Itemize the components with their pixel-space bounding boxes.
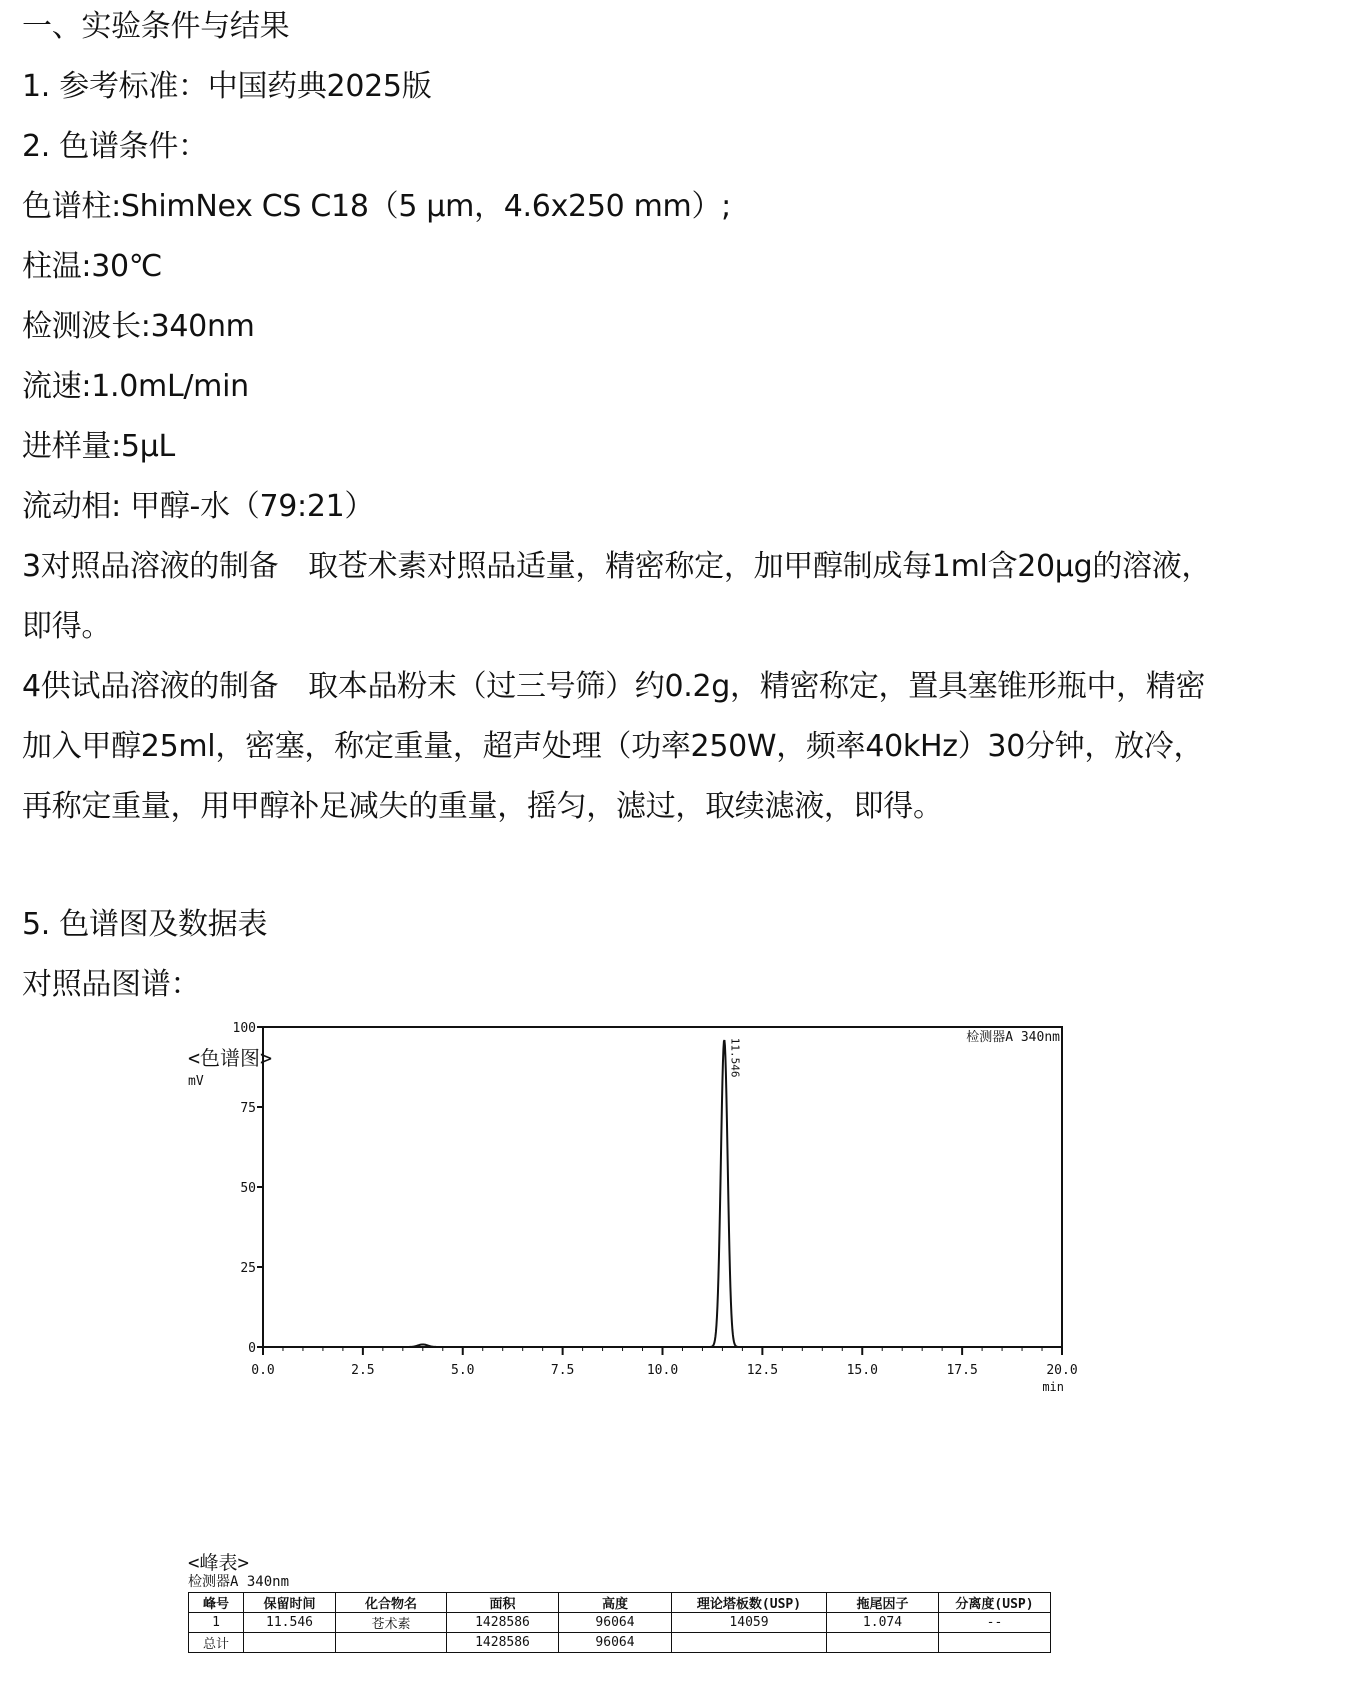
- y-axis: [233, 1021, 263, 1356]
- sample-solution-line-3: 再称定重量，用甲醇补足减失的重量，摇匀，滤过，取续滤液，即得。: [22, 789, 943, 824]
- x-tick-label: 20.0: [1046, 1363, 1078, 1378]
- table-row-total: [189, 1633, 1051, 1653]
- table-cell: [244, 1633, 336, 1653]
- column-temp: 柱温:30℃: [22, 249, 163, 284]
- table-cell: 11.546: [244, 1613, 336, 1633]
- y-tick-label: 50: [240, 1181, 256, 1196]
- peak-label: 11.546: [728, 1037, 742, 1078]
- chrom-conditions-title: 2. 色谱条件：: [22, 129, 208, 164]
- x-tick-label: 5.0: [451, 1363, 475, 1378]
- chromatogram-plot: [180, 1021, 1140, 1530]
- plot-frame: [263, 1027, 1062, 1347]
- table-cell: 96064: [559, 1613, 672, 1633]
- y-tick-label: 75: [240, 1101, 256, 1116]
- x-tick-label: 2.5: [351, 1363, 375, 1378]
- table-cell: [939, 1633, 1051, 1653]
- column-header: 理论塔板数(USP): [672, 1593, 827, 1613]
- x-tick-label: 12.5: [746, 1363, 779, 1378]
- peak-table-header-row: [189, 1593, 1051, 1613]
- detector-label: 检测器A 340nm: [966, 1030, 1060, 1045]
- column-header: 面积: [447, 1593, 559, 1613]
- x-tick-label: 10.0: [646, 1363, 679, 1378]
- sample-solution-line-2: 加入甲醇25ml，密塞，称定重量，超声处理（功率250W，频率40kHz）30分钟，放冷，: [22, 729, 1204, 764]
- reference-chromatogram-label: 对照品图谱：: [22, 967, 201, 1002]
- detection-wavelength: 检测波长:340nm: [22, 309, 255, 344]
- reference-solution-line-2: 即得。: [22, 609, 112, 644]
- column-spec: 色谱柱:ShimNex CS C18（5 μm，4.6x250 mm）;: [22, 189, 731, 224]
- x-axis: [251, 1347, 1077, 1378]
- table-row: [189, 1613, 1051, 1633]
- section5-title: 5. 色谱图及数据表: [22, 907, 268, 942]
- y-tick-label: 100: [232, 1021, 256, 1036]
- table-cell: 1: [189, 1613, 244, 1633]
- injection-volume: 进样量:5μL: [22, 429, 175, 464]
- table-cell: 1428586: [447, 1613, 559, 1633]
- column-header: 高度: [559, 1593, 672, 1613]
- reference-standard: 1. 参考标准：中国药典2025版: [22, 69, 432, 104]
- mobile-phase: 流动相: 甲醇-水（79:21）: [22, 489, 375, 524]
- table-cell: 苍术素: [336, 1613, 447, 1633]
- table-cell: [336, 1633, 447, 1653]
- table-cell: 1.074: [827, 1613, 939, 1633]
- table-cell: 96064: [559, 1633, 672, 1653]
- x-tick-label: 15.0: [846, 1363, 878, 1378]
- table-cell: [672, 1633, 827, 1653]
- column-header: 保留时间: [244, 1593, 336, 1613]
- column-header: 分离度(USP): [939, 1593, 1051, 1613]
- reference-solution-line-1: 3对照品溶液的制备 取苍术素对照品适量，精密称定，加甲醇制成每1ml含20μg的溶液，: [22, 549, 1212, 584]
- column-header: 化合物名: [336, 1593, 447, 1613]
- document: [22, 0, 1332, 1015]
- x-tick-label: 7.5: [550, 1363, 575, 1378]
- peak-table-title: <峰表>: [188, 1552, 249, 1574]
- x-tick-label: 17.5: [946, 1363, 978, 1378]
- x-tick-label: 0.0: [251, 1363, 275, 1378]
- column-header: 拖尾因子: [827, 1593, 939, 1613]
- y-tick-label: 25: [240, 1261, 256, 1276]
- x-unit-label: min: [1042, 1380, 1064, 1394]
- y-unit-label: mV: [188, 1074, 204, 1089]
- y-tick-label: 0: [248, 1341, 256, 1356]
- sample-solution-line-1: 4供试品溶液的制备 取本品粉末（过三号筛）约0.2g，精密称定，置具塞锥形瓶中，精密: [22, 669, 1206, 704]
- table-cell: 总计: [189, 1633, 244, 1653]
- peak-table-detector: 检测器A 340nm: [188, 1574, 290, 1590]
- flow-rate: 流速:1.0mL/min: [22, 369, 249, 404]
- table-cell: 1428586: [447, 1633, 559, 1653]
- table-cell: 14059: [672, 1613, 827, 1633]
- peak-table: [188, 1592, 1051, 1653]
- section-heading: 一、实验条件与结果: [22, 9, 290, 44]
- table-cell: [827, 1633, 939, 1653]
- chromatogram-title: <色谱图>: [188, 1046, 273, 1070]
- column-header: 峰号: [189, 1593, 244, 1613]
- chromatogram-figure: [180, 1021, 1140, 1670]
- table-cell: --: [939, 1613, 1051, 1633]
